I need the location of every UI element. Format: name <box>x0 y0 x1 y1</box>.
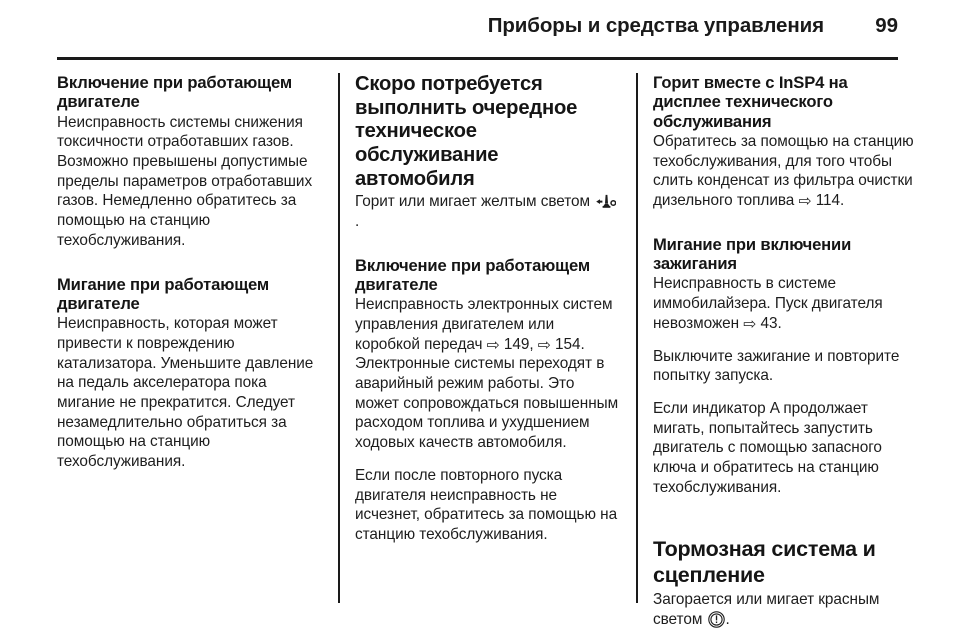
paragraph-diesel-filter-condensate <box>653 132 919 211</box>
paragraph-spacer <box>653 386 919 399</box>
column-3 <box>653 73 919 629</box>
section-heading-engine-running-blink: Мигание при работающем двигателе <box>57 274 270 313</box>
paragraph-immobilizer-fault <box>653 274 919 333</box>
section-heading-service-due: Скоро потребуется выполнить очередное техническое обслуживание автомобиля <box>355 73 578 190</box>
paragraph-spacer <box>355 453 620 466</box>
column-2 <box>355 73 620 545</box>
page-reference-arrow-icon: ⇨ <box>798 193 812 211</box>
section-heading-insp4-display: Горит вместе с InSP4 на дисплее технического обслуживания <box>653 73 848 131</box>
brake-warning-icon <box>707 611 726 628</box>
service-wrench-icon <box>594 194 616 210</box>
section-spacer <box>653 211 919 235</box>
section-spacer <box>355 232 620 256</box>
paragraph-emissions-fault: Неисправность системы снижения токсичности отработавших газов. Возможно превышены допустимые пределы параметров отработавших газов. Немедленно обратитесь за помощью на станцию техобслуживания. <box>57 113 313 249</box>
page-reference-149[interactable]: 149 <box>503 335 530 353</box>
header-divider-rule <box>57 57 898 60</box>
paragraph-text-before: Загорается или мигает красным светом <box>653 591 880 628</box>
paragraph-catalyst-damage: Неисправность, которая может привести к повреждению катализатора. Уменьшите давление на педаль акселератора пока мигание не прекратится. Следует незамедлительно обратиться за помощью на станцию техобслуживания. <box>57 315 314 471</box>
paragraph-spacer <box>653 334 919 347</box>
page-reference-154[interactable]: 154 <box>554 335 581 353</box>
section-heading-brake-and-clutch: Тормозная система и сцепление <box>653 537 876 588</box>
page-title: Приборы и средства управления <box>487 14 824 37</box>
paragraph-text-after: . <box>725 610 730 628</box>
paragraph-text-before: Обратитесь за помощью на станцию техобслуживания, для того чтобы слить конденсат из фильтра очистки дизельного топлива <box>653 132 914 210</box>
paragraph-text-before: Горит или мигает желтым светом <box>355 193 595 211</box>
section-heading-engine-running-on-2: Включение при работающем двигателе <box>355 255 591 294</box>
paragraph-text-after: . <box>840 192 845 210</box>
page-reference-114[interactable]: 114 <box>815 192 840 210</box>
page-reference-43[interactable]: 43 <box>760 314 778 332</box>
page-header <box>57 14 898 52</box>
column-1 <box>57 73 325 472</box>
section-heading-ignition-blink: Мигание при включении зажигания <box>653 234 852 274</box>
paragraph-text-before: Неисправность в системе иммобилайзера. Пуск двигателя невозможен <box>653 275 883 332</box>
page-reference-arrow-icon: ⇨ <box>743 315 757 333</box>
paragraph-text-before: Неисправность электронных систем управления двигателем или коробкой передач <box>355 296 613 353</box>
paragraph-service-yellow-light <box>355 192 620 231</box>
paragraph-electronic-systems-fault <box>355 295 620 453</box>
paragraph-spare-key: Если индикатор A продолжает мигать, попытайтесь запустить двигатель с помощью запасного ключа и обратитесь на станцию техобслуживания. <box>653 399 882 496</box>
page-number: 99 <box>875 14 898 37</box>
paragraph-brake-red-light <box>653 590 919 629</box>
paragraph-text-after: . Электронные системы переходят в аварийный режим работы. Это может сопровождаться повышенным расходом топлива и ухудшением ходовых качеств автомобиля. <box>355 335 619 452</box>
section-spacer <box>653 497 919 537</box>
page-reference-arrow-icon: ⇨ <box>537 336 551 354</box>
paragraph-switch-off-ignition: Выключите зажигание и повторите попытку запуска. <box>653 347 900 385</box>
section-heading-engine-running-on: Включение при работающем двигателе <box>57 73 293 112</box>
page-reference-arrow-icon: ⇨ <box>486 336 500 354</box>
page-body <box>0 73 954 628</box>
paragraph-text-middle: , <box>529 335 538 353</box>
section-spacer <box>57 251 325 275</box>
paragraph-restart-persist: Если после повторного пуска двигателя неисправность не исчезнет, обратитесь за помощью на станцию техобслуживания. <box>355 466 618 543</box>
paragraph-text-after: . <box>777 314 782 332</box>
paragraph-text-after: . <box>355 212 360 230</box>
